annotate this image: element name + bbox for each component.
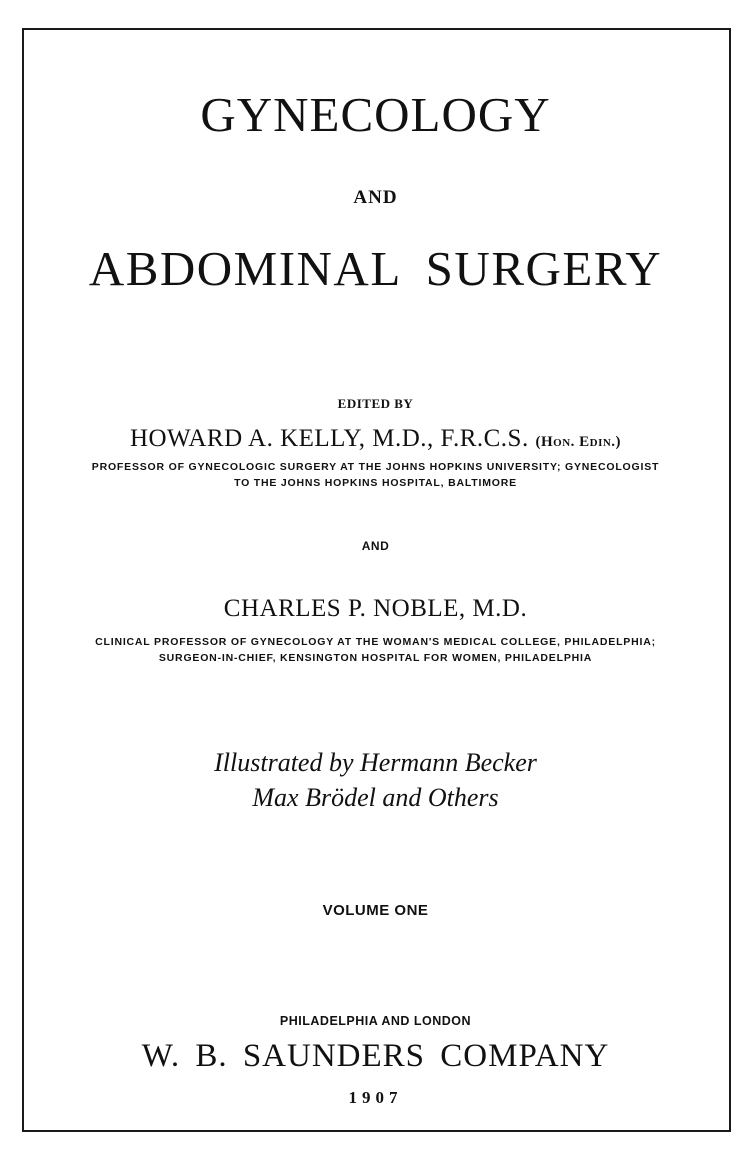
editor-1 xyxy=(0,425,751,453)
editor-2-name: CHARLES P. NOBLE, M.D. xyxy=(223,595,528,622)
publication-year: 1907 xyxy=(348,1088,403,1107)
title-conjunction: AND xyxy=(353,187,398,208)
editor-1-name: HOWARD A. KELLY, M.D., F.R.C.S. xyxy=(129,425,529,452)
editor-joiner: AND xyxy=(361,539,390,553)
illustrators-line-2: Max Brödel and Others xyxy=(252,783,499,812)
illustrators-line-1: Illustrated by Hermann Becker xyxy=(214,748,537,777)
edited-by-label: EDITED BY xyxy=(337,396,414,411)
book-title: GYNECOLOGY xyxy=(200,87,551,142)
publisher-name: W. B. SAUNDERS COMPANY xyxy=(141,1038,610,1074)
editor-1-affiliation-line-2: TO THE JOHNS HOPKINS HOSPITAL, BALTIMORE xyxy=(234,477,517,489)
editor-2-affiliation-line-1: CLINICAL PROFESSOR OF GYNECOLOGY AT THE WOMAN'S MEDICAL COLLEGE, PHILADELPHIA; xyxy=(95,636,656,648)
publication-place: PHILADELPHIA AND LONDON xyxy=(279,1014,472,1028)
editor-1-affiliation-line-1: PROFESSOR OF GYNECOLOGIC SURGERY AT THE JOHNS HOPKINS UNIVERSITY; GYNECOLOGIST xyxy=(91,461,660,473)
book-subtitle: ABDOMINAL SURGERY xyxy=(88,241,663,296)
editor-1-honorific: (Hon. Edin.) xyxy=(535,434,622,450)
volume-label: VOLUME ONE xyxy=(322,902,429,919)
editor-2-affiliation-line-2: SURGEON-IN-CHIEF, KENSINGTON HOSPITAL FOR WOMEN, PHILADELPHIA xyxy=(158,652,593,664)
